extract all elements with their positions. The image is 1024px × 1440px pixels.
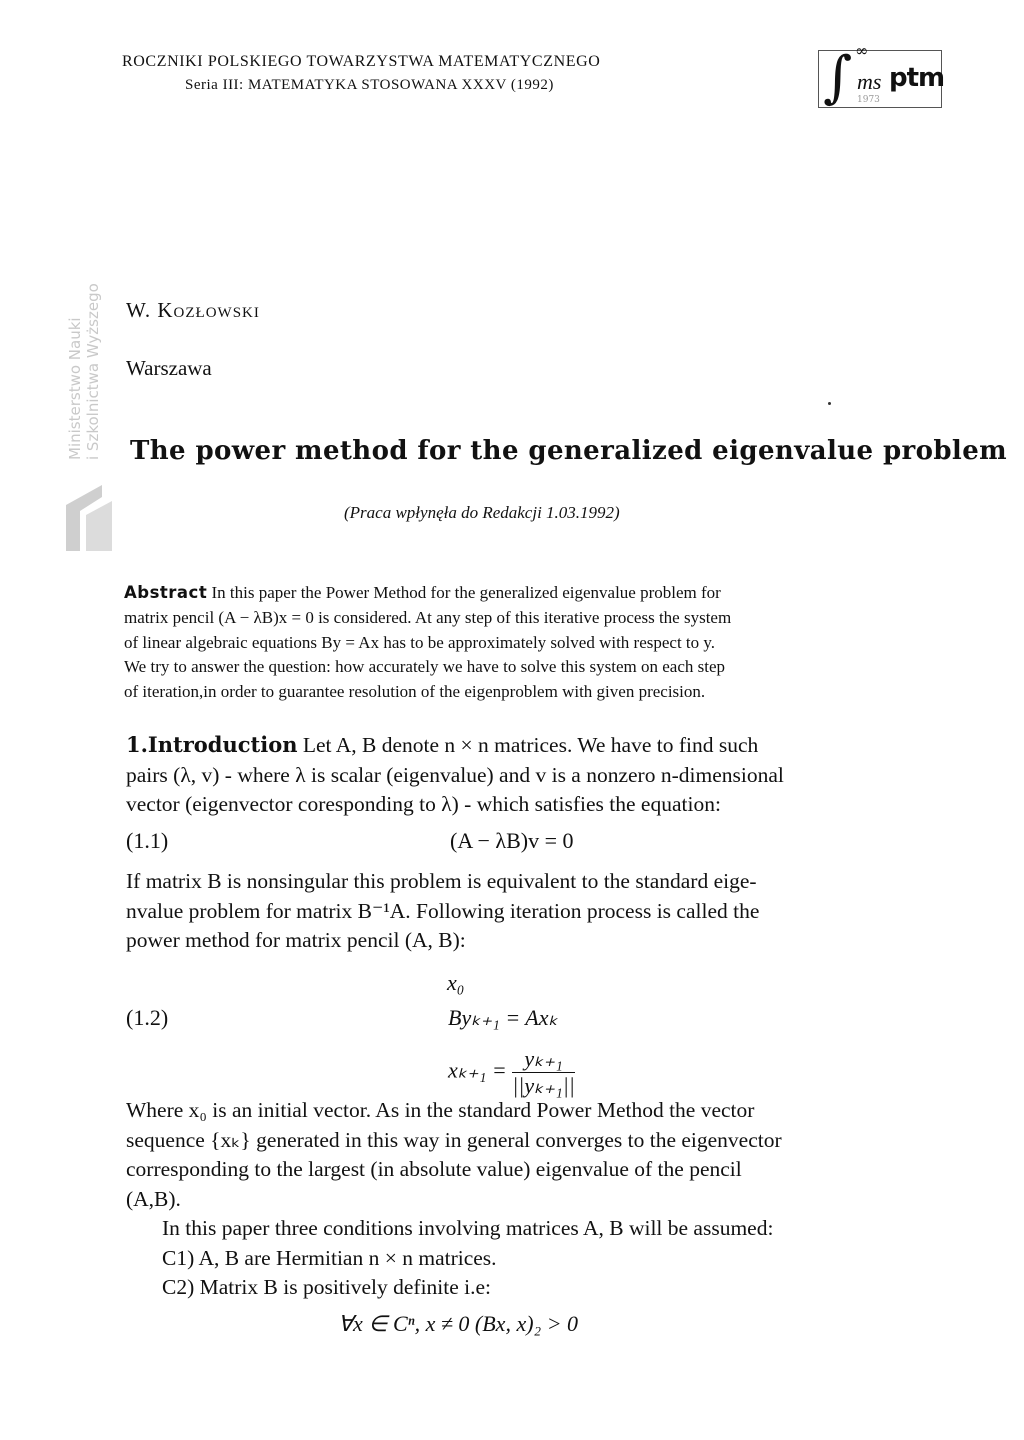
paragraph-line: corresponding to the largest (in absolute value) eigenvalue of the pencil xyxy=(126,1157,742,1181)
equation-lhs: xₖ₊₁ = xyxy=(448,1057,507,1083)
equation-1-2-initial: x₀ xyxy=(447,970,465,995)
fraction xyxy=(512,1046,575,1099)
author-name: W. Kozłowski xyxy=(126,298,260,322)
fraction-denominator: ||yₖ₊₁|| xyxy=(512,1073,575,1098)
abstract-label: Abstract xyxy=(124,583,208,602)
intro-text: Let A, B denote n × n matrices. We have to find such xyxy=(297,733,759,757)
abstract-line xyxy=(124,581,928,606)
paper-title: The power method for the generalized eigenvalue problem xyxy=(130,436,1008,466)
paragraph-line: sequence {xₖ} generated in this way in general converges to the eigenvector xyxy=(126,1127,782,1152)
journal-series: Seria III: MATEMATYKA STOSOWANA XXXV (1992) xyxy=(185,77,554,93)
abstract-text: In this paper the Power Method for the generalized eigenvalue problem for xyxy=(207,583,721,602)
introduction xyxy=(126,730,931,820)
equation-1-1: (A − λB)v = 0 xyxy=(450,828,574,853)
paragraph-line: Where x₀ is an initial vector. As in the standard Power Method the vector xyxy=(126,1098,755,1122)
equation-number: (1.1) xyxy=(126,828,169,853)
watermark-line1: Ministerstwo Nauki xyxy=(66,317,84,460)
equation-number: (1.2) xyxy=(126,1005,169,1030)
intro-line: vector (eigenvector coresponding to λ) - which satisfies the equation: xyxy=(126,792,721,816)
paragraph xyxy=(126,1096,931,1303)
equation-positive-definite: ∀x ∈ Cⁿ, x ≠ 0 (Bx, x)₂ > 0 xyxy=(338,1311,579,1336)
abstract-line: of linear algebraic equations By = Ax has to be approximately solved with respect to y. xyxy=(124,632,716,652)
fraction-numerator: yₖ₊₁ xyxy=(512,1046,575,1073)
condition-c2: C2) Matrix B is positively definite i.e: xyxy=(162,1275,492,1299)
equation-1-2-normalize xyxy=(448,1046,575,1099)
condition-c1: C1) A, B are Hermitian n × n matrices. xyxy=(162,1245,497,1270)
received-date: (Praca wpłynęła do Redakcji 1.03.1992) xyxy=(344,503,620,522)
section-heading: 1.Introduction xyxy=(126,732,298,757)
abstract xyxy=(124,581,928,705)
ministry-watermark xyxy=(66,283,102,460)
logo-year: 1973 xyxy=(857,95,880,105)
paragraph-line: In this paper three conditions involving matrices A, B will be assumed: xyxy=(162,1216,774,1240)
paragraph-line: power method for matrix pencil (A, B): xyxy=(126,928,466,952)
integral-sign-icon: ∫ xyxy=(823,45,853,110)
publisher-logo xyxy=(818,41,945,110)
infinity-icon: ∞ xyxy=(855,41,869,60)
scan-dot xyxy=(828,402,831,405)
abstract-line: of iteration,in order to guarantee resolution of the eigenproblem with given precision. xyxy=(124,682,706,702)
intro-line: pairs (λ, v) - where λ is scalar (eigenvalue) and v is a nonzero n-dimensional xyxy=(126,762,784,787)
abstract-line: matrix pencil (A − λB)x = 0 is considered. At any step of this iterative process the system xyxy=(124,607,732,627)
abstract-line: We try to answer the question: how accurately we have to solve this system on each step xyxy=(124,657,726,677)
equation-1-2-solve: Byₖ₊₁ = Axₖ xyxy=(448,1005,558,1030)
author-affiliation: Warszawa xyxy=(126,356,212,380)
ministry-logo-icon xyxy=(66,485,112,551)
paragraph-line: (A,B). xyxy=(126,1186,181,1211)
watermark-line2: i Szkolnictwa Wyższego xyxy=(84,283,102,460)
logo-ms: ms xyxy=(857,69,882,94)
intro-line xyxy=(126,730,931,761)
paragraph xyxy=(126,867,931,956)
logo-ptm: ptm xyxy=(889,63,945,93)
journal-name: ROCZNIKI POLSKIEGO TOWARZYSTWA MATEMATYCZNEGO xyxy=(122,53,601,70)
paragraph-line: If matrix B is nonsingular this problem is equivalent to the standard eige- xyxy=(126,869,757,893)
paragraph-line: nvalue problem for matrix B⁻¹A. Following iteration process is called the xyxy=(126,898,760,923)
